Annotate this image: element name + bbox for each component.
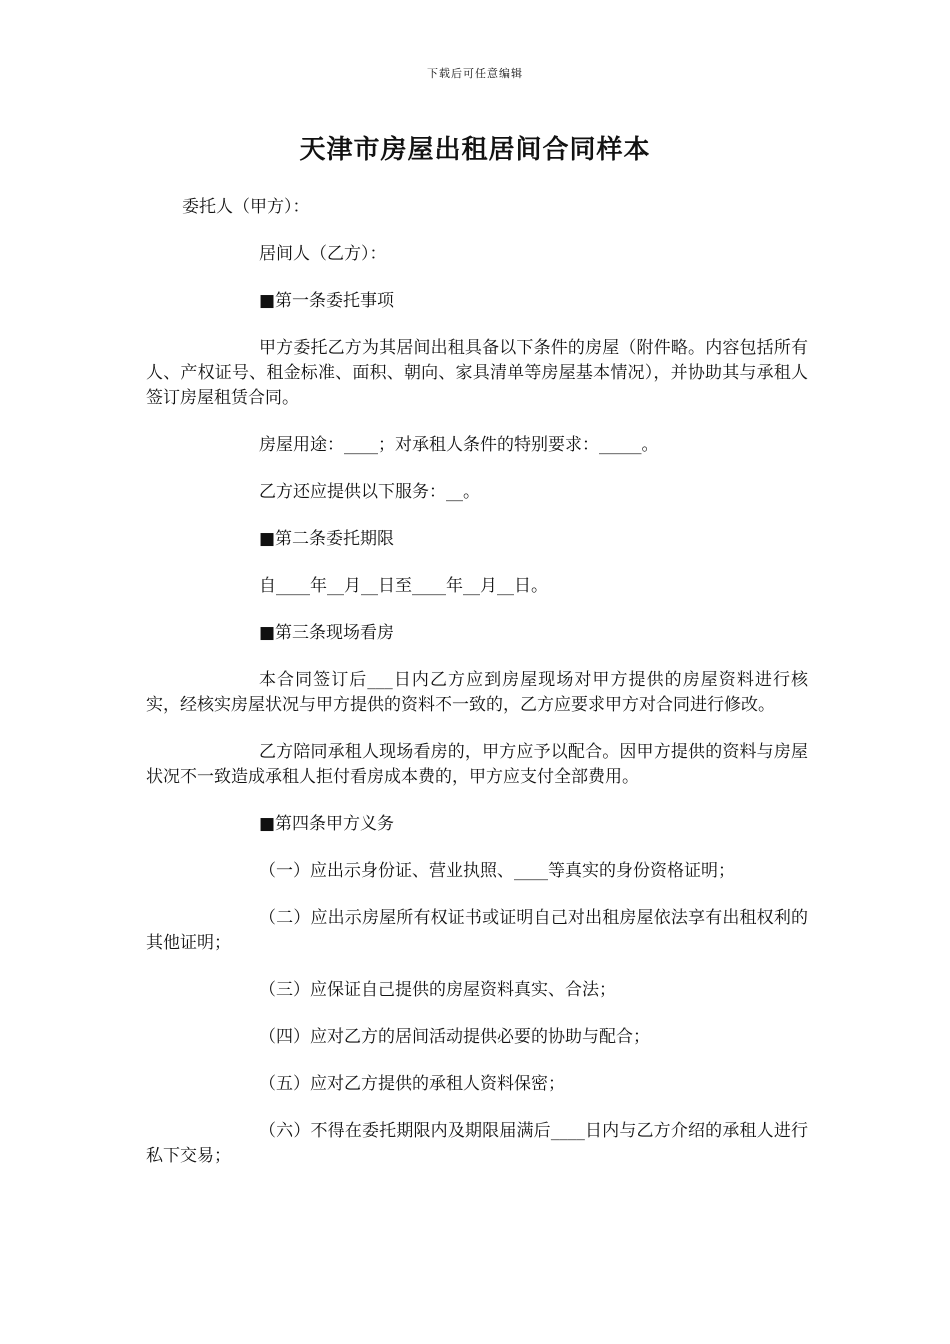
paragraph-14: （二）应出示房屋所有权证书或证明自己对出租房屋依法享有出租权利的其他证明； bbox=[146, 908, 808, 953]
paragraph-2: 居间人（乙方）： bbox=[259, 244, 387, 264]
paragraph-10: 本合同签订后___日内乙方应到房屋现场对甲方提供的房屋资料进行核实，经核实房屋状况与甲方提供的资料不一致的，乙方应要求甲方对合同进行修改。 bbox=[146, 670, 808, 715]
paragraph-4: 甲方委托乙方为其居间出租具备以下条件的房屋（附件略。内容包括所有人、产权证号、租金标准、面积、朝向、家具清单等房屋基本情况），并协助其与承租人签订房屋租赁合同。 bbox=[146, 338, 808, 408]
paragraph-18: （六）不得在委托期限内及期限届满后____日内与乙方介绍的承租人进行私下交易； bbox=[146, 1121, 808, 1166]
paragraph-6: 乙方还应提供以下服务：__。 bbox=[259, 482, 480, 502]
header-note: 下载后可任意编辑 bbox=[427, 67, 523, 80]
paragraph-9: ■第三条现场看房 bbox=[259, 623, 395, 643]
document-body bbox=[146, 195, 808, 1191]
paragraph-12: ■第四条甲方义务 bbox=[259, 814, 395, 834]
paragraph-8: 自____年__月__日至____年__月__日。 bbox=[259, 576, 548, 596]
paragraph-3: ■第一条委托事项 bbox=[259, 291, 395, 311]
paragraph-17: （五）应对乙方提供的承租人资料保密； bbox=[259, 1074, 565, 1094]
document-title: 天津市房屋出租居间合同样本 bbox=[299, 135, 651, 165]
paragraph-15: （三）应保证自己提供的房屋资料真实、合法； bbox=[259, 980, 616, 1000]
paragraph-11: 乙方陪同承租人现场看房的，甲方应予以配合。因甲方提供的资料与房屋状况不一致造成承租人拒付看房成本费的，甲方应支付全部费用。 bbox=[146, 742, 808, 787]
paragraph-7: ■第二条委托期限 bbox=[259, 529, 395, 549]
paragraph-1: 委托人（甲方）： bbox=[182, 197, 310, 217]
paragraph-5: 房屋用途：____；对承租人条件的特别要求：_____。 bbox=[259, 435, 659, 455]
paragraph-16: （四）应对乙方的居间活动提供必要的协助与配合； bbox=[259, 1027, 650, 1047]
paragraph-13: （一）应出示身份证、营业执照、____等真实的身份资格证明； bbox=[259, 861, 735, 881]
